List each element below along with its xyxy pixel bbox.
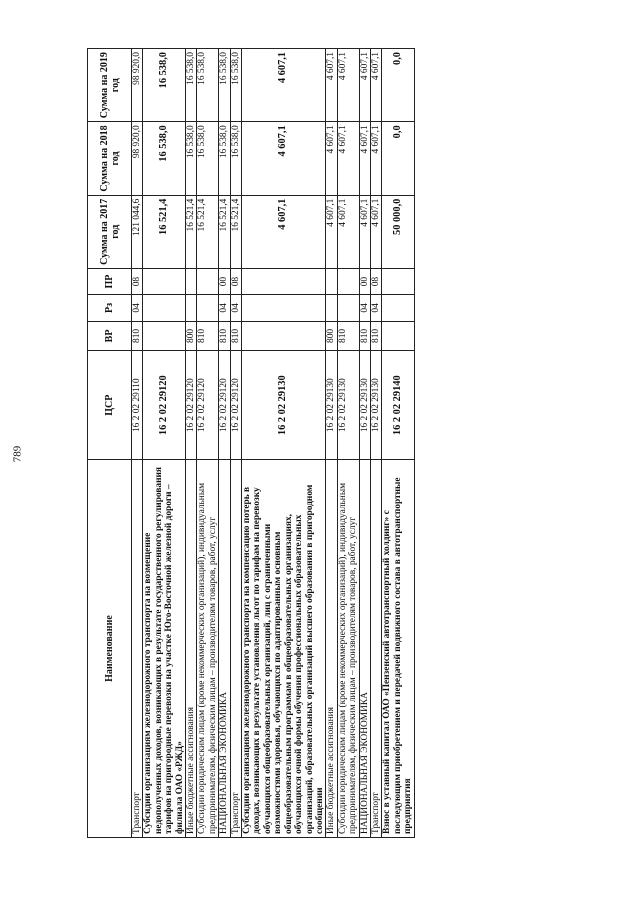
- row-sum-2017: 16 521,4: [143, 195, 186, 268]
- budget-table: [87, 48, 415, 838]
- row-sum-2018: 4 607,1: [359, 122, 370, 195]
- row-rz: [337, 295, 359, 321]
- table-row: [230, 49, 241, 838]
- row-csr: 16 2 02 29130: [370, 351, 381, 460]
- row-name: Иные бюджетные ассигнования: [186, 460, 197, 838]
- row-rz: [186, 295, 197, 321]
- row-vr: [382, 321, 414, 351]
- row-csr: 16 2 02 29120: [143, 351, 186, 460]
- header-csr: ЦСР: [88, 351, 132, 460]
- table-row: [132, 49, 143, 838]
- page-number: 789: [11, 445, 24, 463]
- row-rz: 04: [219, 295, 230, 321]
- header-sum-2019: Сумма на 2019 год: [88, 49, 132, 122]
- table-row: [143, 49, 186, 838]
- row-rz: 04: [132, 295, 143, 321]
- row-vr: [143, 321, 186, 351]
- row-csr: 16 2 02 29110: [132, 351, 143, 460]
- table-row: [326, 49, 337, 838]
- row-vr: 810: [197, 321, 219, 351]
- row-sum-2019: 16 538,0: [186, 49, 197, 122]
- row-rz: [197, 295, 219, 321]
- row-name: Иные бюджетные ассигнования: [326, 460, 337, 838]
- row-vr: 800: [326, 321, 337, 351]
- row-sum-2018: 16 538,0: [143, 122, 186, 195]
- row-csr: 16 2 02 29120: [186, 351, 197, 460]
- row-rz: 04: [359, 295, 370, 321]
- row-sum-2018: 4 607,1: [326, 122, 337, 195]
- row-name: Транспорт: [132, 460, 143, 838]
- row-rz: [326, 295, 337, 321]
- row-sum-2017: 50 000,0: [382, 195, 414, 268]
- row-sum-2018: 16 538,0: [219, 122, 230, 195]
- row-sum-2017: 16 521,4: [230, 195, 241, 268]
- row-sum-2019: 4 607,1: [242, 49, 326, 122]
- row-rz: 04: [230, 295, 241, 321]
- header-vr: ВР: [88, 321, 132, 351]
- row-csr: 16 2 02 29130: [359, 351, 370, 460]
- row-name: Субсидии организациям железнодорожного транспорта на возмещение недополученных доходов, возникающих в результате государственного регулирования тарифов на пригородные перевозки на участке Юго-Восточной железной дороги – филиала ОАО «РЖД»: [143, 460, 186, 838]
- row-pr: [242, 268, 326, 294]
- row-name: Субсидии юридическим лицам (кроме некоммерческих организаций), индивидуальным предпринимателям, физическим лицам – производителям товаров, работ, услуг: [197, 460, 219, 838]
- row-vr: 810: [359, 321, 370, 351]
- row-sum-2019: 16 538,0: [197, 49, 219, 122]
- table-row: [382, 49, 414, 838]
- row-sum-2018: 4 607,1: [337, 122, 359, 195]
- row-sum-2018: 16 538,0: [197, 122, 219, 195]
- row-sum-2018: 16 538,0: [230, 122, 241, 195]
- table-row: [186, 49, 197, 838]
- header-sum-2017: Сумма на 2017 год: [88, 195, 132, 268]
- row-name: НАЦИОНАЛЬНАЯ ЭКОНОМИКА: [359, 460, 370, 838]
- row-rz: [242, 295, 326, 321]
- row-sum-2017: 121 044,6: [132, 195, 143, 268]
- row-csr: 16 2 02 29130: [337, 351, 359, 460]
- row-pr: [382, 268, 414, 294]
- header-name: Наименование: [88, 460, 132, 838]
- row-vr: [242, 321, 326, 351]
- row-sum-2017: 4 607,1: [370, 195, 381, 268]
- budget-table-rotated: [87, 48, 570, 838]
- row-vr: 810: [230, 321, 241, 351]
- table-header-row: [88, 49, 132, 838]
- row-pr: 00: [219, 268, 230, 294]
- row-name: Транспорт: [370, 460, 381, 838]
- row-rz: [382, 295, 414, 321]
- row-rz: 04: [370, 295, 381, 321]
- row-sum-2017: 16 521,4: [197, 195, 219, 268]
- table-row: [370, 49, 381, 838]
- row-sum-2017: 4 607,1: [326, 195, 337, 268]
- row-vr: 810: [337, 321, 359, 351]
- row-vr: 810: [132, 321, 143, 351]
- row-pr: [186, 268, 197, 294]
- row-sum-2019: 4 607,1: [326, 49, 337, 122]
- row-csr: 16 2 02 29120: [219, 351, 230, 460]
- row-csr: 16 2 02 29140: [382, 351, 414, 460]
- row-csr: 16 2 02 29120: [197, 351, 219, 460]
- row-name: Субсидии организациям железнодорожного транспорта на компенсацию потерь в доходах, возникающих в результате установления льгот по тарифам на перевозку обучающихся общеобразовательных организаций, лиц с ограниченными возможностями здоровья, обучающихся по адаптированным основным общеобразовательным программам в общеобразовательных организациях, обучающихся очной формы обучения профессиональных образовательных организаций, образовательных организаций высшего образования в пригородном сообщении: [242, 460, 326, 838]
- row-name: Взнос в уставный капитал ОАО «Пензенский автотранспортный холдинг» с последующим приобретением и передачей подвижного состава в автотранспортные предприятия: [382, 460, 414, 838]
- row-sum-2019: 4 607,1: [370, 49, 381, 122]
- row-pr: [326, 268, 337, 294]
- row-name: Транспорт: [230, 460, 241, 838]
- header-pr: ПР: [88, 268, 132, 294]
- row-sum-2018: 4 607,1: [370, 122, 381, 195]
- table-row: [359, 49, 370, 838]
- row-pr: 08: [132, 268, 143, 294]
- row-vr: 800: [186, 321, 197, 351]
- row-pr: [197, 268, 219, 294]
- row-sum-2019: 16 538,0: [219, 49, 230, 122]
- row-csr: 16 2 02 29120: [230, 351, 241, 460]
- row-sum-2018: 98 920,0: [132, 122, 143, 195]
- header-sum-2018: Сумма на 2018 год: [88, 122, 132, 195]
- row-rz: [143, 295, 186, 321]
- row-sum-2019: 0,0: [382, 49, 414, 122]
- row-name: НАЦИОНАЛЬНАЯ ЭКОНОМИКА: [219, 460, 230, 838]
- row-pr: [143, 268, 186, 294]
- row-vr: 810: [219, 321, 230, 351]
- table-row: [197, 49, 219, 838]
- row-sum-2019: 98 920,0: [132, 49, 143, 122]
- row-sum-2017: 16 521,4: [186, 195, 197, 268]
- row-sum-2017: 16 521,4: [219, 195, 230, 268]
- row-sum-2019: 16 538,0: [143, 49, 186, 122]
- row-name: Субсидии юридическим лицам (кроме некоммерческих организаций), индивидуальным предпринимателям, физическим лицам – производителям товаров, работ, услуг: [337, 460, 359, 838]
- row-vr: 810: [370, 321, 381, 351]
- table-row: [219, 49, 230, 838]
- table-row: [337, 49, 359, 838]
- row-sum-2019: 16 538,0: [230, 49, 241, 122]
- row-pr: 08: [370, 268, 381, 294]
- row-pr: [337, 268, 359, 294]
- row-sum-2017: 4 607,1: [337, 195, 359, 268]
- row-sum-2018: 16 538,0: [186, 122, 197, 195]
- row-pr: 08: [230, 268, 241, 294]
- header-rz: Рз: [88, 295, 132, 321]
- row-sum-2018: 4 607,1: [242, 122, 326, 195]
- row-csr: 16 2 02 29130: [242, 351, 326, 460]
- row-sum-2019: 4 607,1: [337, 49, 359, 122]
- row-csr: 16 2 02 29130: [326, 351, 337, 460]
- row-sum-2018: 0,0: [382, 122, 414, 195]
- row-sum-2017: 4 607,1: [242, 195, 326, 268]
- row-pr: 00: [359, 268, 370, 294]
- row-sum-2017: 4 607,1: [359, 195, 370, 268]
- table-row: [242, 49, 326, 838]
- row-sum-2019: 4 607,1: [359, 49, 370, 122]
